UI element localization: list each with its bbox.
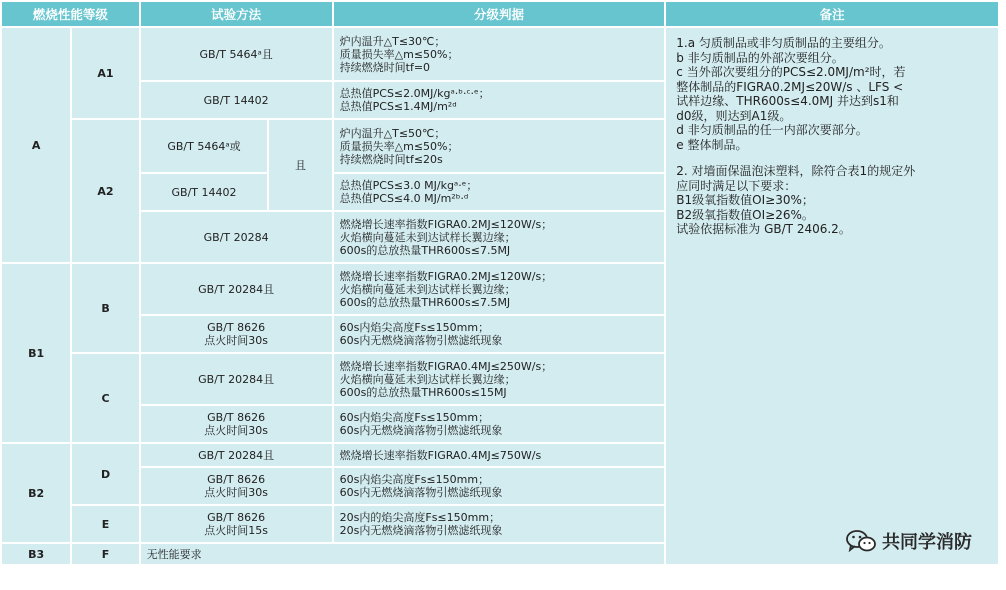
- criteria-line: 60s内焰尖高度Fs≤150mm；: [339, 411, 490, 424]
- criteria-line: 总热值PCS≤4.0 MJ/m²ᵇ·ᵈ: [339, 192, 469, 205]
- criteria-line: 持续燃烧时间tf≤20s: [339, 152, 443, 166]
- method-line: GB/T 8626: [207, 473, 266, 486]
- note-1: [676, 36, 990, 152]
- criteria-line: 总热值PCS≤2.0MJ/kgᵃ·ᵇ·ᶜ·ᵉ；: [339, 87, 490, 100]
- grade-B3: B3: [2, 544, 70, 564]
- method-cell: GB/T 14402: [141, 174, 268, 210]
- method-cell: GB/T 20284且: [141, 264, 332, 314]
- method-cell: GB/T 20284: [141, 212, 332, 262]
- method-line: 点火时间30s: [204, 424, 269, 437]
- criteria-line: 炉内温升△T≤30℃；: [339, 34, 446, 48]
- method-cell: GB/T 5464ᵃ且: [141, 28, 332, 80]
- method-cell: GB/T 5464ᵃ或: [141, 120, 268, 172]
- note-line: d 非匀质制品的任一内部次要部分。: [676, 123, 868, 137]
- method-cell: [141, 316, 332, 352]
- criteria-line: 20s内无燃烧滴落物引燃滤纸现象: [339, 524, 503, 537]
- note-line: 1.a 匀质制品或非匀质制品的主要组分。: [676, 36, 891, 50]
- header-method: 试验方法: [141, 2, 332, 26]
- method-cell: GB/T 20284且: [141, 444, 332, 466]
- criteria-line: 600s的总放热量THR600s≤7.5MJ: [339, 295, 511, 309]
- criteria-line: 持续燃烧时间tf=0: [339, 60, 431, 74]
- note-line: B2级氧指数值OI≥26%。: [676, 207, 814, 222]
- criteria-cell: [334, 174, 665, 210]
- note-line: e 整体制品。: [676, 137, 748, 152]
- method-cell: GB/T 14402: [141, 82, 332, 118]
- note-line: B1级氧指数值OI≥30%；: [676, 193, 814, 207]
- criteria-cell: [334, 316, 665, 352]
- criteria-cell: [334, 406, 665, 442]
- criteria-line: 600s的总放热量THR600s≤15MJ: [339, 385, 507, 399]
- notes-cell: [666, 28, 998, 564]
- note-line: d0级，则达到A1级。: [676, 108, 792, 123]
- criteria-line: 火焰横向蔓延未到达试样长翼边缘；: [339, 282, 516, 296]
- criteria-line: 60s内焰尖高度Fs≤150mm；: [339, 321, 490, 334]
- subgrade-C: C: [72, 354, 138, 442]
- method-line: GB/T 8626: [207, 321, 266, 334]
- criteria-cell: [334, 264, 665, 314]
- criteria-line: 质量损失率△m≤50%；: [339, 47, 459, 61]
- note-line: c 当外部次要组分的PCS≤2.0MJ/m²时，若: [676, 65, 906, 79]
- criteria-line: 总热值PCS≤1.4MJ/m²ᵈ: [339, 100, 457, 113]
- note-line: 应同时满足以下要求：: [676, 178, 797, 193]
- grade-B1: B1: [2, 264, 70, 442]
- subgrade-E: E: [72, 506, 138, 542]
- wechat-icon: [846, 529, 876, 553]
- criteria-cell: [334, 82, 665, 118]
- criteria-line: 60s内无燃烧滴落物引燃滤纸现象: [339, 334, 503, 347]
- criteria-line: 燃烧增长速率指数FIGRA0.4MJ≤250W/s；: [339, 359, 553, 373]
- method-line: GB/T 8626: [207, 511, 266, 524]
- table-row: [2, 28, 998, 80]
- watermark-text: 共同学消防: [882, 532, 972, 553]
- criteria-line: 火焰横向蔓延未到达试样长翼边缘；: [339, 230, 516, 244]
- criteria-cell: [334, 212, 665, 262]
- criteria-cell: [334, 354, 665, 404]
- criteria-line: 20s内的焰尖高度Fs≤150mm；: [339, 511, 501, 524]
- criteria-line: 炉内温升△T≤50℃；: [339, 126, 446, 140]
- criteria-line: 火焰横向蔓延未到达试样长翼边缘；: [339, 372, 516, 386]
- and-cell: 且: [269, 120, 331, 210]
- note-line: b 非匀质制品的外部次要组分。: [676, 50, 844, 65]
- criteria-line: 60s内无燃烧滴落物引燃滤纸现象: [339, 486, 503, 499]
- watermark: [846, 528, 972, 554]
- subgrade-A1: A1: [72, 28, 138, 118]
- method-line: GB/T 8626: [207, 411, 266, 424]
- criteria-line: 燃烧增长速率指数FIGRA0.2MJ≤120W/s；: [339, 217, 553, 231]
- criteria-line: 60s内焰尖高度Fs≤150mm；: [339, 473, 490, 486]
- criteria-line: 总热值PCS≤3.0 MJ/kgᵃ·ᵉ；: [339, 179, 478, 192]
- criteria-cell: [334, 444, 665, 466]
- method-cell: [141, 506, 332, 542]
- note-line: 试验依据标准为 GB/T 2406.2。: [676, 222, 851, 236]
- subgrade-A2: A2: [72, 120, 138, 262]
- method-cell: [141, 406, 332, 442]
- header-notes: 备注: [666, 2, 998, 26]
- criteria-line: 质量损失率△m≤50%；: [339, 139, 459, 153]
- method-cell: [141, 468, 332, 504]
- criteria-line: 60s内无燃烧滴落物引燃滤纸现象: [339, 424, 503, 437]
- method-line: 点火时间30s: [204, 486, 269, 499]
- criteria-cell: [334, 468, 665, 504]
- grade-B2: B2: [2, 444, 70, 542]
- criteria-cell: [334, 120, 665, 172]
- criteria-line: 燃烧增长速率指数FIGRA0.4MJ≤750W/s: [339, 448, 542, 462]
- criteria-line: 600s的总放热量THR600s≤7.5MJ: [339, 243, 511, 257]
- note-2: [676, 164, 990, 237]
- grade-A: A: [2, 28, 70, 262]
- note-line: 2. 对墙面保温泡沫塑料，除符合表1的规定外: [676, 164, 916, 178]
- method-line: 点火时间30s: [204, 334, 269, 347]
- header-row: [2, 2, 998, 26]
- subgrade-D: D: [72, 444, 138, 504]
- note-line: 整体制品的FIGRA0.2MJ≤20W/s 、LFS <: [676, 79, 904, 94]
- method-line: 点火时间15s: [204, 524, 269, 537]
- criteria-cell: 无性能要求: [141, 544, 665, 564]
- subgrade-F: F: [72, 544, 138, 564]
- criteria-cell: [334, 506, 665, 542]
- criteria-cell: [334, 28, 665, 80]
- header-criteria: 分级判据: [334, 2, 665, 26]
- note-line: 试样边缘、THR600s≤4.0MJ 并达到s1和: [676, 94, 899, 108]
- criteria-line: 燃烧增长速率指数FIGRA0.2MJ≤120W/s；: [339, 269, 553, 283]
- method-cell: GB/T 20284且: [141, 354, 332, 404]
- subgrade-B: B: [72, 264, 138, 352]
- header-grade: 燃烧性能等级: [2, 2, 139, 26]
